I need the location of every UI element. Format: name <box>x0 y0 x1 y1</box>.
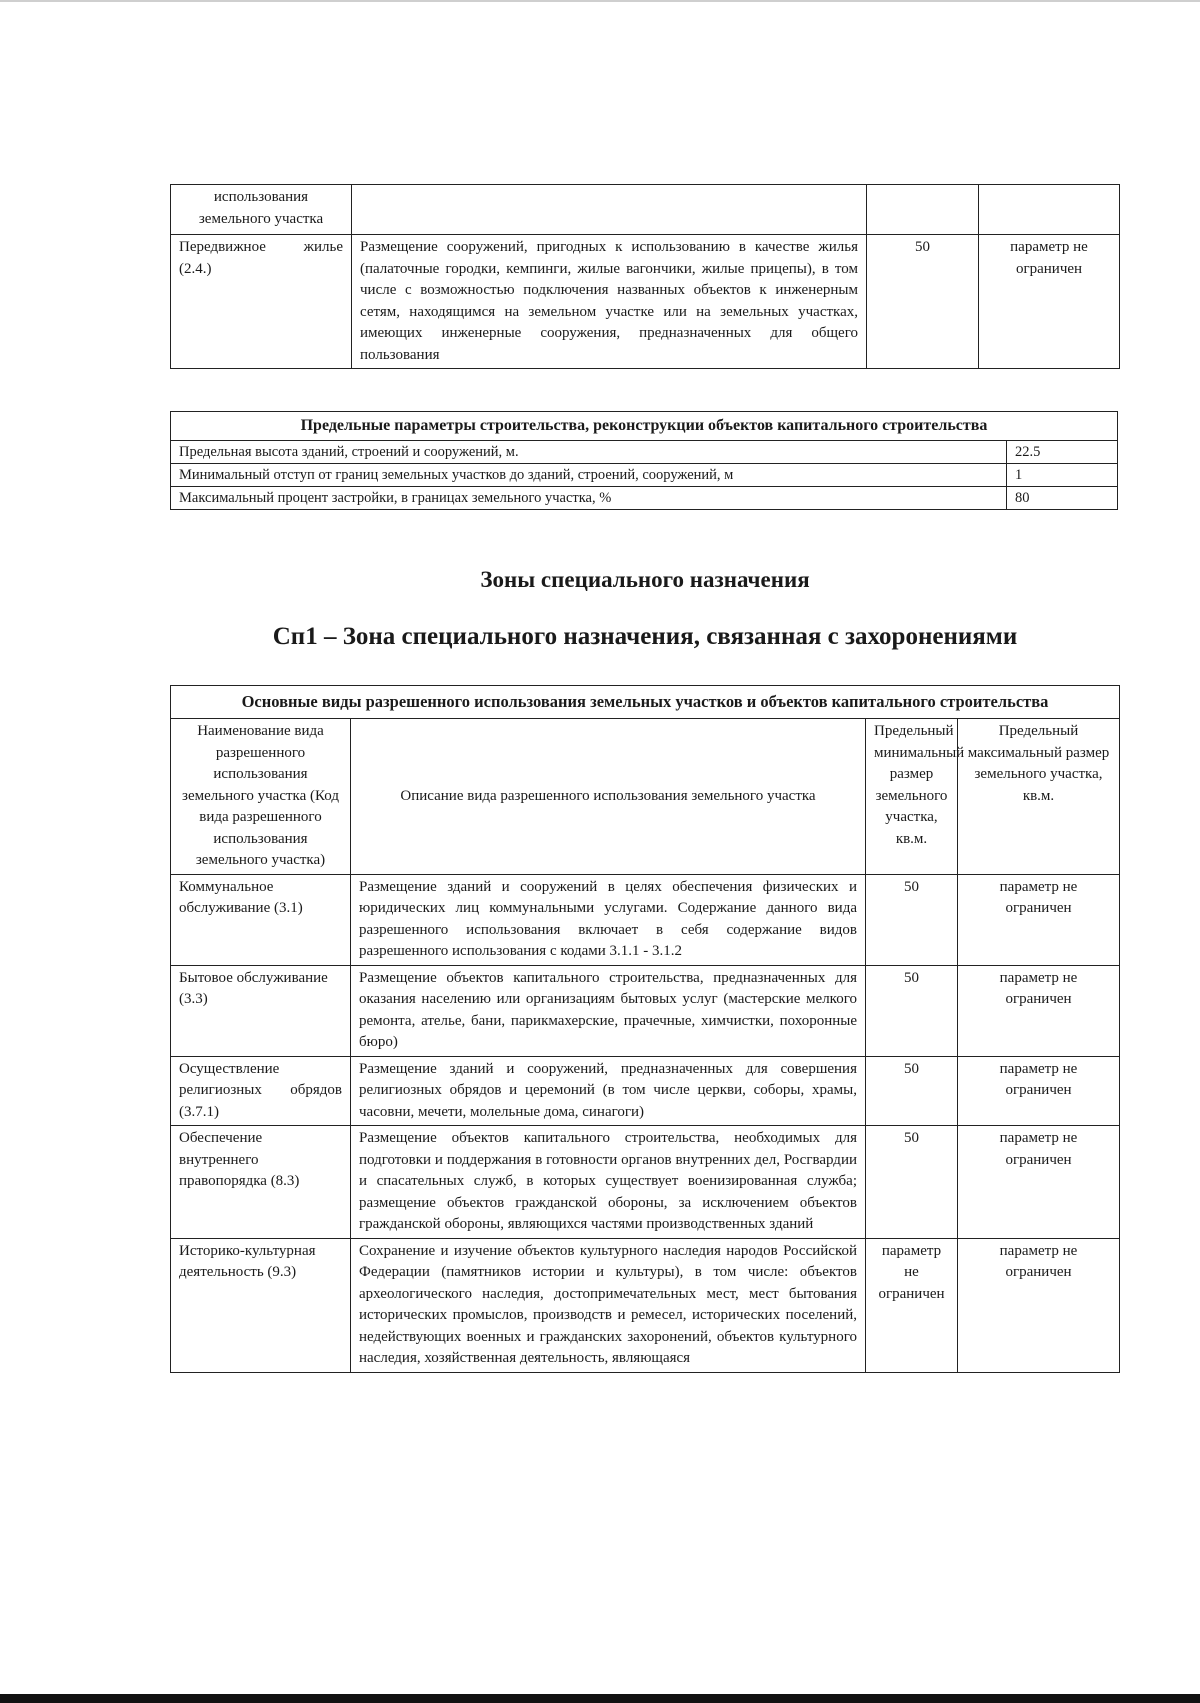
row-description: Сохранение и изучение объектов культурного наследия народов Российской Федерации (памятников истории и культуры), в том числе: объектов археологического наследия, достопримечательных мест, мест бытования исторических промыслов, производств и ремесел, исторических поселений, недействующих военных и гражданских захоронений, объектов культурного наследия, хозяйственная деятельность, являющаяся <box>351 1238 866 1372</box>
row-min-size: 50 <box>866 1126 958 1239</box>
limit-value: 22.5 <box>1006 441 1117 464</box>
table-row <box>171 1056 1120 1126</box>
row-min-size: 50 <box>867 235 979 369</box>
continuation-table <box>170 184 1120 369</box>
limit-value: 1 <box>1006 464 1117 487</box>
section-title: Зоны специального назначения <box>480 567 810 592</box>
table-row <box>171 185 1120 235</box>
row-max-size: параметр не ограничен <box>958 874 1120 965</box>
row-description: Размещение зданий и сооружений в целях обеспечения физических и юридических лиц коммунальными услугами. Содержание данного вида разрешенного использования включает в себя содержание видов разрешенного использования с кодами 3.1.1 - 3.1.2 <box>351 874 866 965</box>
header-min-size: Предельный минимальный размер земельного участка, кв.м. <box>866 719 958 875</box>
limits-table-title: Предельные параметры строительства, реконструкции объектов капитального строительства <box>171 412 1118 441</box>
header-row <box>171 719 1120 875</box>
header-max-size: Предельный максимальный размер земельного участка, кв.м. <box>958 719 1120 875</box>
row-max-size: параметр не ограничен <box>958 1056 1120 1126</box>
row-min-size: 50 <box>866 965 958 1056</box>
zone-title: Сп1 – Зона специального назначения, связанная с захоронениями <box>272 623 1018 650</box>
row-name: Бытовое обслуживание (3.3) <box>171 965 351 1056</box>
row-description <box>352 185 867 235</box>
row-name: Передвижное жилье (2.4.) <box>171 235 352 369</box>
row-max-size: параметр не ограничен <box>958 965 1120 1056</box>
row-min-size: параметр не ограничен <box>866 1238 958 1372</box>
row-name: использования земельного участка <box>171 185 352 235</box>
scan-top-edge <box>0 0 1200 2</box>
row-description: Размещение объектов капитального строительства, необходимых для подготовки и поддержания в готовности органов внутренних дел, Росгвардии и спасательных служб, в которых существует военизированная служба; размещение объектов гражданской обороны, за исключением объектов гражданской обороны, являющихся частями производственных зданий <box>351 1126 866 1239</box>
row-name: Обеспечение внутреннего правопорядка (8.3) <box>171 1126 351 1239</box>
row-name: Осуществление религиозных обрядов (3.7.1) <box>171 1056 351 1126</box>
header-name: Наименование вида разрешенного использования земельного участка (Код вида разрешенного использования земельного участка) <box>171 719 351 875</box>
limit-label: Минимальный отступ от границ земельных участков до зданий, строений, сооружений, м <box>171 464 1007 487</box>
row-min-size <box>867 185 979 235</box>
table-row <box>171 1238 1120 1372</box>
limit-label: Предельная высота зданий, строений и сооружений, м. <box>171 441 1007 464</box>
row-max-size <box>979 185 1120 235</box>
table-row <box>171 441 1118 464</box>
table-row <box>171 1126 1120 1239</box>
table-row <box>171 464 1118 487</box>
table-row <box>171 487 1118 510</box>
row-min-size: 50 <box>866 1056 958 1126</box>
limits-table <box>170 411 1118 510</box>
row-max-size: параметр не ограничен <box>979 235 1120 369</box>
row-max-size: параметр не ограничен <box>958 1126 1120 1239</box>
table-row <box>171 965 1120 1056</box>
scan-bottom-edge <box>0 1694 1200 1703</box>
row-min-size: 50 <box>866 874 958 965</box>
limit-label: Максимальный процент застройки, в границах земельного участка, % <box>171 487 1007 510</box>
limit-value: 80 <box>1006 487 1117 510</box>
table-row <box>171 235 1120 369</box>
row-max-size: параметр не ограничен <box>958 1238 1120 1372</box>
row-description: Размещение сооружений, пригодных к использованию в качестве жилья (палаточные городки, кемпинги, жилые вагончики, жилые прицепы), в том числе с возможностью подключения названных объектов к инженерным сетям, находящимся на земельном участке или на земельных участках, имеющих инженерные сооружения, предназначенных для общего пользования <box>352 235 867 369</box>
row-description: Размещение зданий и сооружений, предназначенных для совершения религиозных обрядов и церемоний (в том числе церкви, соборы, храмы, часовни, мечети, молельные дома, синагоги) <box>351 1056 866 1126</box>
row-description: Размещение объектов капитального строительства, предназначенных для оказания населению или организациям бытовых услуг (мастерские мелкого ремонта, ателье, бани, парикмахерские, прачечные, химчистки, похоронные бюро) <box>351 965 866 1056</box>
row-name: Коммунальное обслуживание (3.1) <box>171 874 351 965</box>
main-table-caption: Основные виды разрешенного использования земельных участков и объектов капитального строительства <box>171 686 1120 719</box>
table-row <box>171 874 1120 965</box>
header-description: Описание вида разрешенного использования земельного участка <box>351 719 866 875</box>
row-name: Историко-культурная деятельность (9.3) <box>171 1238 351 1372</box>
main-uses-table <box>170 685 1120 1373</box>
